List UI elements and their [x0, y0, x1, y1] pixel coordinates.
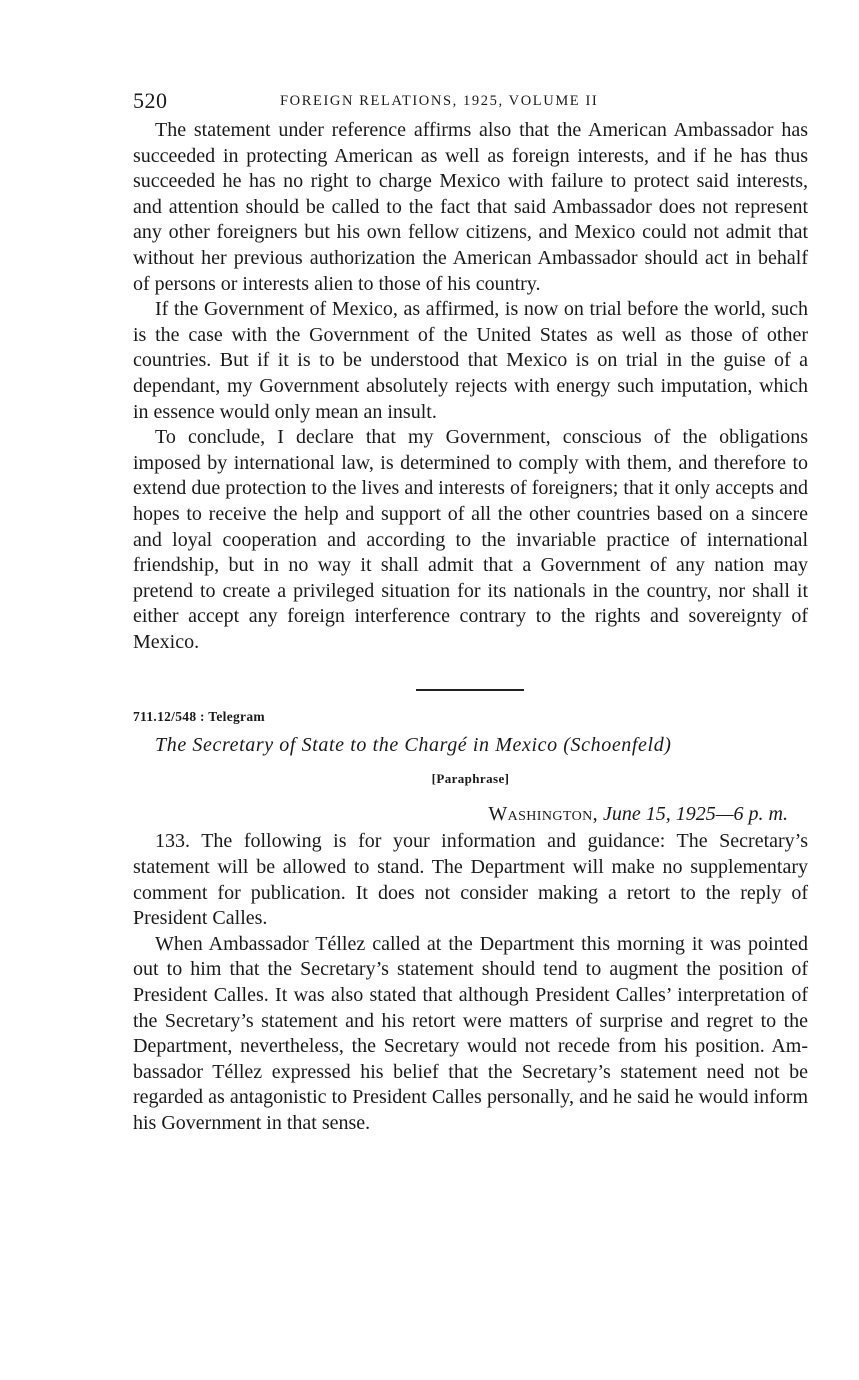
dateline-city: Washington, [488, 803, 599, 826]
dateline-date: June 15, 1925—6 p. m. [603, 803, 788, 826]
page-number: 520 [133, 88, 168, 113]
running-head [133, 84, 808, 118]
paraphrase-label: [Paraphrase] [431, 771, 510, 787]
dateline [133, 801, 808, 827]
running-title: FOREIGN RELATIONS, 1925, VOLUME II [280, 93, 599, 109]
document-title: The Secretary of State to the Chargé in Mexico (Schoenfeld) [155, 734, 672, 757]
telegram-body [133, 829, 808, 1136]
paragraph-mexico-on-trial: If the Government of Mexico, as affirmed, is now on trial before the world, such is the case with the Government of the United States as well as those of other countries. But if it is to be understood that Mexico is on trial in the guise of a dependant, my Government absolutely rejects with energy such imputation, which in essence would only mean an insult. [133, 298, 808, 423]
telegram-document [133, 708, 808, 1136]
file-reference: 711.12/548 : Telegram [133, 709, 265, 725]
paragraph-ambassador-interests: The statement under reference affirms also that the American Ambassador has succeeded in protecting American as well as foreign interests, and if he has thus succeeded he has no right to charge Mexico with failure to protect said interests, and attention should be called to the fact that said Ambassador does not represent any other foreigners but his own fellow citizens, and Mexico could not admit that without her previous authorization the American Ambassador should act in behalf of persons or interests alien to those of his country. [133, 119, 808, 295]
section-divider [416, 689, 524, 691]
paragraph-tellez-meeting: When Ambassador Téllez called at the Department this morning it was pointed out to him that the Secretary’s statement should tend to augment the position of President Calles. It was also stated that although President Calles’ interpretation of the Secretary’s statement and his retort were matters of surprise and regret to the Department, nevertheless, the Secretary would not recede from his position. Ambassador Téllez expressed his belief that the Secretary’s statement need not be regarded as antagonistic to President Calles personally, and he said he would inform his Government in that sense. [133, 932, 808, 1134]
paragraph-guidance: 133. The following is for your information and guidance: The Secretary’s statement will be allowed to stand. The Department will make no supplementary comment for publication. It does not consider making a retort to the reply of President Calles. [133, 830, 808, 930]
continued-text [133, 118, 808, 655]
paragraph-conclusion: To conclude, I declare that my Government, conscious of the obligations imposed by international law, is determined to comply with them, and therefore to extend due protection to the lives and interests of foreigners; that it only accepts and hopes to receive the help and support of all the other countries based on a sincere and loyal cooperation and according to the invariable practice of international friendship, but in no way it shall admit that a Government of any nation may pretend to create a privileged situation for its nationals in the country, nor shall it either accept any foreign interference contrary to the rights and sovereignty of Mexico. [133, 426, 808, 653]
document-page [133, 84, 808, 1137]
